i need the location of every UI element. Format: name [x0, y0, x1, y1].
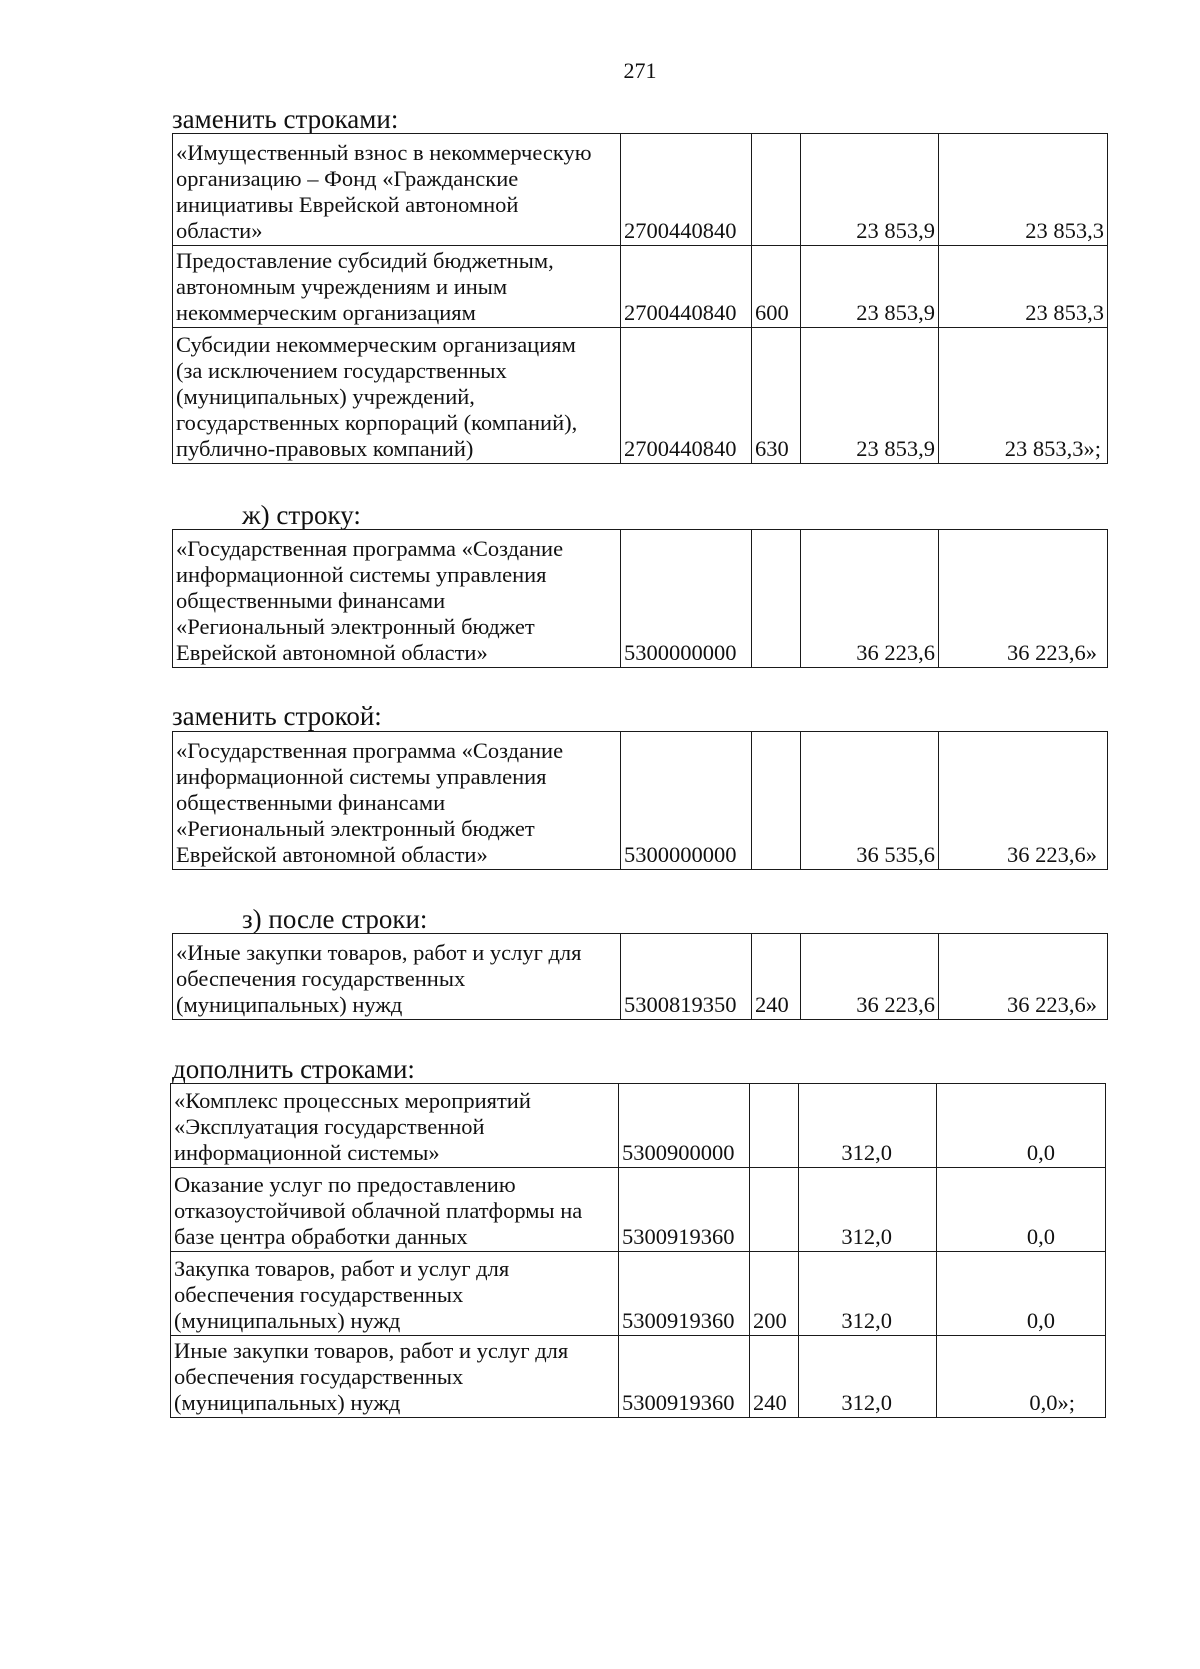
section-heading: заменить строкой: [172, 701, 382, 731]
target-code-cell: 5300919360 [619, 1168, 750, 1252]
budget-table [172, 731, 1108, 870]
expense-type-cell: 240 [752, 934, 801, 1020]
amount-cell-2: 0,0 [937, 1084, 1106, 1168]
amount-cell-1: 312,0 [799, 1336, 937, 1418]
section-heading: з) после строки: [242, 904, 428, 934]
row-name-cell: Иные закупки товаров, работ и услуг для обеспечения государственных (муниципальных) нужд [171, 1336, 619, 1418]
row-name-cell: Оказание услуг по предоставлению отказоустойчивой облачной платформы на базе центра обработки данных [171, 1168, 619, 1252]
section-heading: дополнить строками: [172, 1054, 415, 1084]
expense-type-cell [752, 530, 801, 668]
row-name-cell: «Имущественный взнос в некоммерческую организацию – Фонд «Гражданские инициативы Еврейской автономной области» [173, 134, 621, 246]
amount-cell-1: 36 535,6 [801, 732, 939, 870]
amount-cell-2: 23 853,3 [939, 134, 1108, 246]
amount-cell-1: 23 853,9 [801, 134, 939, 246]
target-code-cell: 5300000000 [621, 732, 752, 870]
row-name-cell: Предоставление субсидий бюджетным, автономным учреждениям и иным некоммерческим организациям [173, 246, 621, 328]
expense-type-cell: 240 [750, 1336, 799, 1418]
target-code-cell: 2700440840 [621, 328, 752, 464]
target-code-cell: 5300919360 [619, 1252, 750, 1336]
table-row [171, 1336, 1106, 1418]
table-row [173, 530, 1108, 668]
expense-type-cell: 600 [752, 246, 801, 328]
target-code-cell: 5300900000 [619, 1084, 750, 1168]
amount-cell-2: 23 853,3 [939, 246, 1108, 328]
table-row [173, 934, 1108, 1020]
target-code-cell: 2700440840 [621, 134, 752, 246]
target-code-cell: 5300919360 [619, 1336, 750, 1418]
amount-cell-1: 23 853,9 [801, 246, 939, 328]
table-row [173, 134, 1108, 246]
amount-cell-2: 0,0 [937, 1252, 1106, 1336]
amount-cell-1: 23 853,9 [801, 328, 939, 464]
table-row [171, 1252, 1106, 1336]
section-heading: заменить строками: [172, 104, 399, 134]
amount-cell-2: 36 223,6» [939, 732, 1108, 870]
amount-cell-2: 36 223,6» [939, 530, 1108, 668]
amount-cell-1: 312,0 [799, 1168, 937, 1252]
expense-type-cell [750, 1084, 799, 1168]
target-code-cell: 5300000000 [621, 530, 752, 668]
budget-table [172, 133, 1108, 464]
section-heading: ж) строку: [242, 500, 361, 530]
row-name-cell: «Государственная программа «Создание информационной системы управления общественными финансами «Региональный электронный бюджет Еврейской автономной области» [173, 530, 621, 668]
amount-cell-2: 0,0»; [937, 1336, 1106, 1418]
expense-type-cell [752, 732, 801, 870]
amount-cell-2: 36 223,6» [939, 934, 1108, 1020]
budget-table [170, 1083, 1106, 1418]
expense-type-cell [750, 1168, 799, 1252]
amount-cell-1: 312,0 [799, 1084, 937, 1168]
row-name-cell: «Иные закупки товаров, работ и услуг для обеспечения государственных (муниципальных) нужд [173, 934, 621, 1020]
row-name-cell: «Комплекс процессных мероприятий «Эксплуатация государственной информационной системы» [171, 1084, 619, 1168]
table-row [173, 328, 1108, 464]
table-row [173, 732, 1108, 870]
budget-table [172, 933, 1108, 1020]
expense-type-cell: 200 [750, 1252, 799, 1336]
table-row [173, 246, 1108, 328]
amount-cell-2: 0,0 [937, 1168, 1106, 1252]
table-row [171, 1168, 1106, 1252]
amount-cell-1: 312,0 [799, 1252, 937, 1336]
target-code-cell: 5300819350 [621, 934, 752, 1020]
expense-type-cell: 630 [752, 328, 801, 464]
row-name-cell: Субсидии некоммерческим организациям (за исключением государственных (муниципальных) учреждений, государственных корпораций (компаний), публично-правовых компаний) [173, 328, 621, 464]
row-name-cell: «Государственная программа «Создание информационной системы управления общественными финансами «Региональный электронный бюджет Еврейской автономной области» [173, 732, 621, 870]
amount-cell-1: 36 223,6 [801, 530, 939, 668]
budget-table [172, 529, 1108, 668]
table-row [171, 1084, 1106, 1168]
target-code-cell: 2700440840 [621, 246, 752, 328]
amount-cell-1: 36 223,6 [801, 934, 939, 1020]
page-number: 271 [623, 58, 657, 83]
amount-cell-2: 23 853,3»; [939, 328, 1108, 464]
row-name-cell: Закупка товаров, работ и услуг для обеспечения государственных (муниципальных) нужд [171, 1252, 619, 1336]
expense-type-cell [752, 134, 801, 246]
